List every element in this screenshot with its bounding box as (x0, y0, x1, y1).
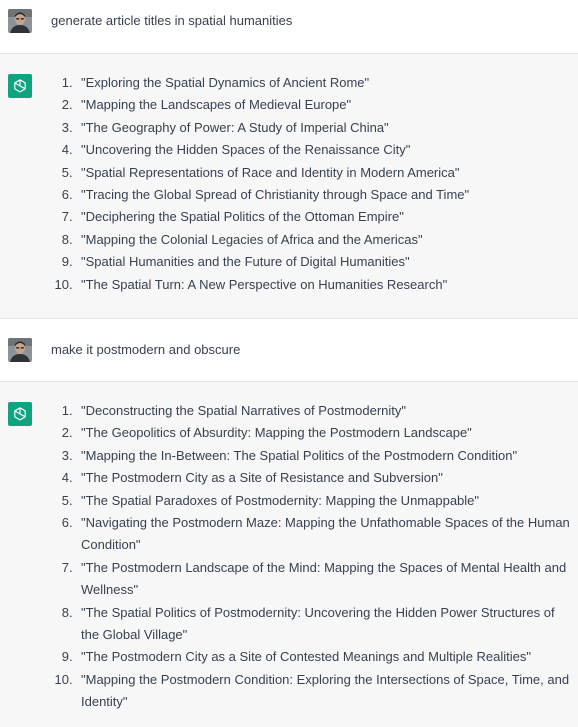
list-item: 6 . "Navigating the Postmodern Maze: Mapping the Unfathomable Spaces of the Human Condition" (51, 512, 578, 557)
message-body (51, 338, 578, 381)
list-item-text: "Navigating the Postmodern Maze: Mapping the Unfathomable Spaces of the Human Condition" (81, 515, 570, 553)
list-item-text: "The Spatial Politics of Postmodernity: Uncovering the Hidden Power Structures of the Global Village" (81, 604, 555, 643)
list-item: 7 . "The Postmodern Landscape of the Mind: Mapping the Spaces of Mental Health and Wellness" (51, 557, 578, 602)
assistant-message (0, 382, 578, 727)
avatar-column (0, 338, 51, 381)
list-item: 9 . "Spatial Humanities and the Future of Digital Humanities" (51, 251, 578, 273)
list-item: 8 . "Mapping the Colonial Legacies of Africa and the Americas" (51, 229, 578, 251)
list-item: 4 . "Uncovering the Hidden Spaces of the Renaissance City" (51, 139, 578, 161)
list-item: 9 . "The Postmodern City as a Site of Contested Meanings and Multiple Realities" (51, 646, 578, 668)
user-avatar-photo-icon (8, 9, 32, 33)
avatar-column (0, 402, 51, 727)
list-item: 1 . "Exploring the Spatial Dynamics of Ancient Rome" (51, 72, 578, 94)
assistant-avatar (8, 402, 32, 426)
list-item-text: "The Postmodern Landscape of the Mind: Mapping the Spaces of Mental Health and Wellness" (81, 559, 567, 598)
list-item: 5 . "Spatial Representations of Race and Identity in Modern America" (51, 162, 578, 184)
list-item: 4 . "The Postmodern City as a Site of Resistance and Subversion" (51, 467, 578, 489)
list-item-text: "The Geography of Power: A Study of Imperial China" (81, 119, 389, 135)
list-item-text: "The Spatial Turn: A New Perspective on Humanities Research" (81, 276, 448, 292)
list-item-text: "The Spatial Paradoxes of Postmodernity: Mapping the Unmappable" (81, 492, 480, 508)
list-item-text: "Uncovering the Hidden Spaces of the Renaissance City" (81, 142, 411, 158)
list-item: 10 . "The Spatial Turn: A New Perspective on Humanities Research" (51, 274, 578, 296)
assistant-message (0, 54, 578, 319)
message-body (51, 9, 578, 53)
assistant-avatar (8, 74, 32, 98)
list-item: 3 . "The Geography of Power: A Study of Imperial China" (51, 117, 578, 139)
user-avatar-photo-icon (8, 338, 32, 362)
list-item: 10 . "Mapping the Postmodern Condition: Exploring the Intersections of Space, Time, and Identity" (51, 669, 578, 714)
title-list (51, 72, 578, 296)
list-item-text: "The Postmodern City as a Site of Resistance and Subversion" (81, 470, 443, 486)
list-item-text: "Exploring the Spatial Dynamics of Ancient Rome" (81, 75, 370, 90)
message-body (51, 402, 578, 727)
list-item-text: "The Postmodern City as a Site of Contested Meanings and Multiple Realities" (81, 649, 532, 665)
title-list (51, 400, 578, 714)
list-item: 2 . "The Geopolitics of Absurdity: Mapping the Postmodern Landscape" (51, 422, 578, 444)
list-item-text: "Spatial Humanities and the Future of Digital Humanities" (81, 254, 410, 270)
list-item-text: "Mapping the Colonial Legacies of Africa and the Americas" (81, 231, 423, 247)
user-message (0, 319, 578, 382)
list-item: 7 . "Deciphering the Spatial Politics of the Ottoman Empire" (51, 206, 578, 228)
openai-logo-icon (12, 406, 28, 422)
list-item: 6 . "Tracing the Global Spread of Christianity through Space and Time" (51, 184, 578, 206)
message-body (51, 74, 578, 318)
list-item: 1 . "Deconstructing the Spatial Narratives of Postmodernity" (51, 400, 578, 422)
list-item: 3 . "Mapping the In-Between: The Spatial Politics of the Postmodern Condition" (51, 445, 578, 467)
list-item-text: "Tracing the Global Spread of Christianity through Space and Time" (81, 187, 470, 203)
list-item-text: "Mapping the Landscapes of Medieval Europe" (81, 97, 352, 113)
list-item-text: "Mapping the Postmodern Condition: Exploring the Intersections of Space, Time, and Identity" (81, 671, 570, 710)
avatar-column (0, 9, 51, 53)
user-message-text: generate article titles in spatial humanities (51, 13, 293, 28)
list-item-text: "The Geopolitics of Absurdity: Mapping the Postmodern Landscape" (81, 425, 472, 441)
user-message (0, 0, 578, 54)
list-item-text: "Deciphering the Spatial Politics of the Ottoman Empire" (81, 209, 404, 225)
user-avatar (8, 9, 32, 33)
avatar-column (0, 74, 51, 318)
list-item-text: "Mapping the In-Between: The Spatial Politics of the Postmodern Condition" (81, 447, 518, 463)
list-item: 5 . "The Spatial Paradoxes of Postmodernity: Mapping the Unmappable" (51, 490, 578, 512)
list-item: 2 . "Mapping the Landscapes of Medieval Europe" (51, 94, 578, 116)
user-avatar (8, 338, 32, 362)
list-item: 8 . "The Spatial Politics of Postmodernity: Uncovering the Hidden Power Structures of the Global Village" (51, 602, 578, 647)
openai-logo-icon (12, 78, 28, 94)
list-item-text: "Spatial Representations of Race and Identity in Modern America" (81, 164, 460, 180)
user-message-text: make it postmodern and obscure (51, 342, 241, 357)
list-item-text: "Deconstructing the Spatial Narratives of Postmodernity" (81, 403, 406, 418)
